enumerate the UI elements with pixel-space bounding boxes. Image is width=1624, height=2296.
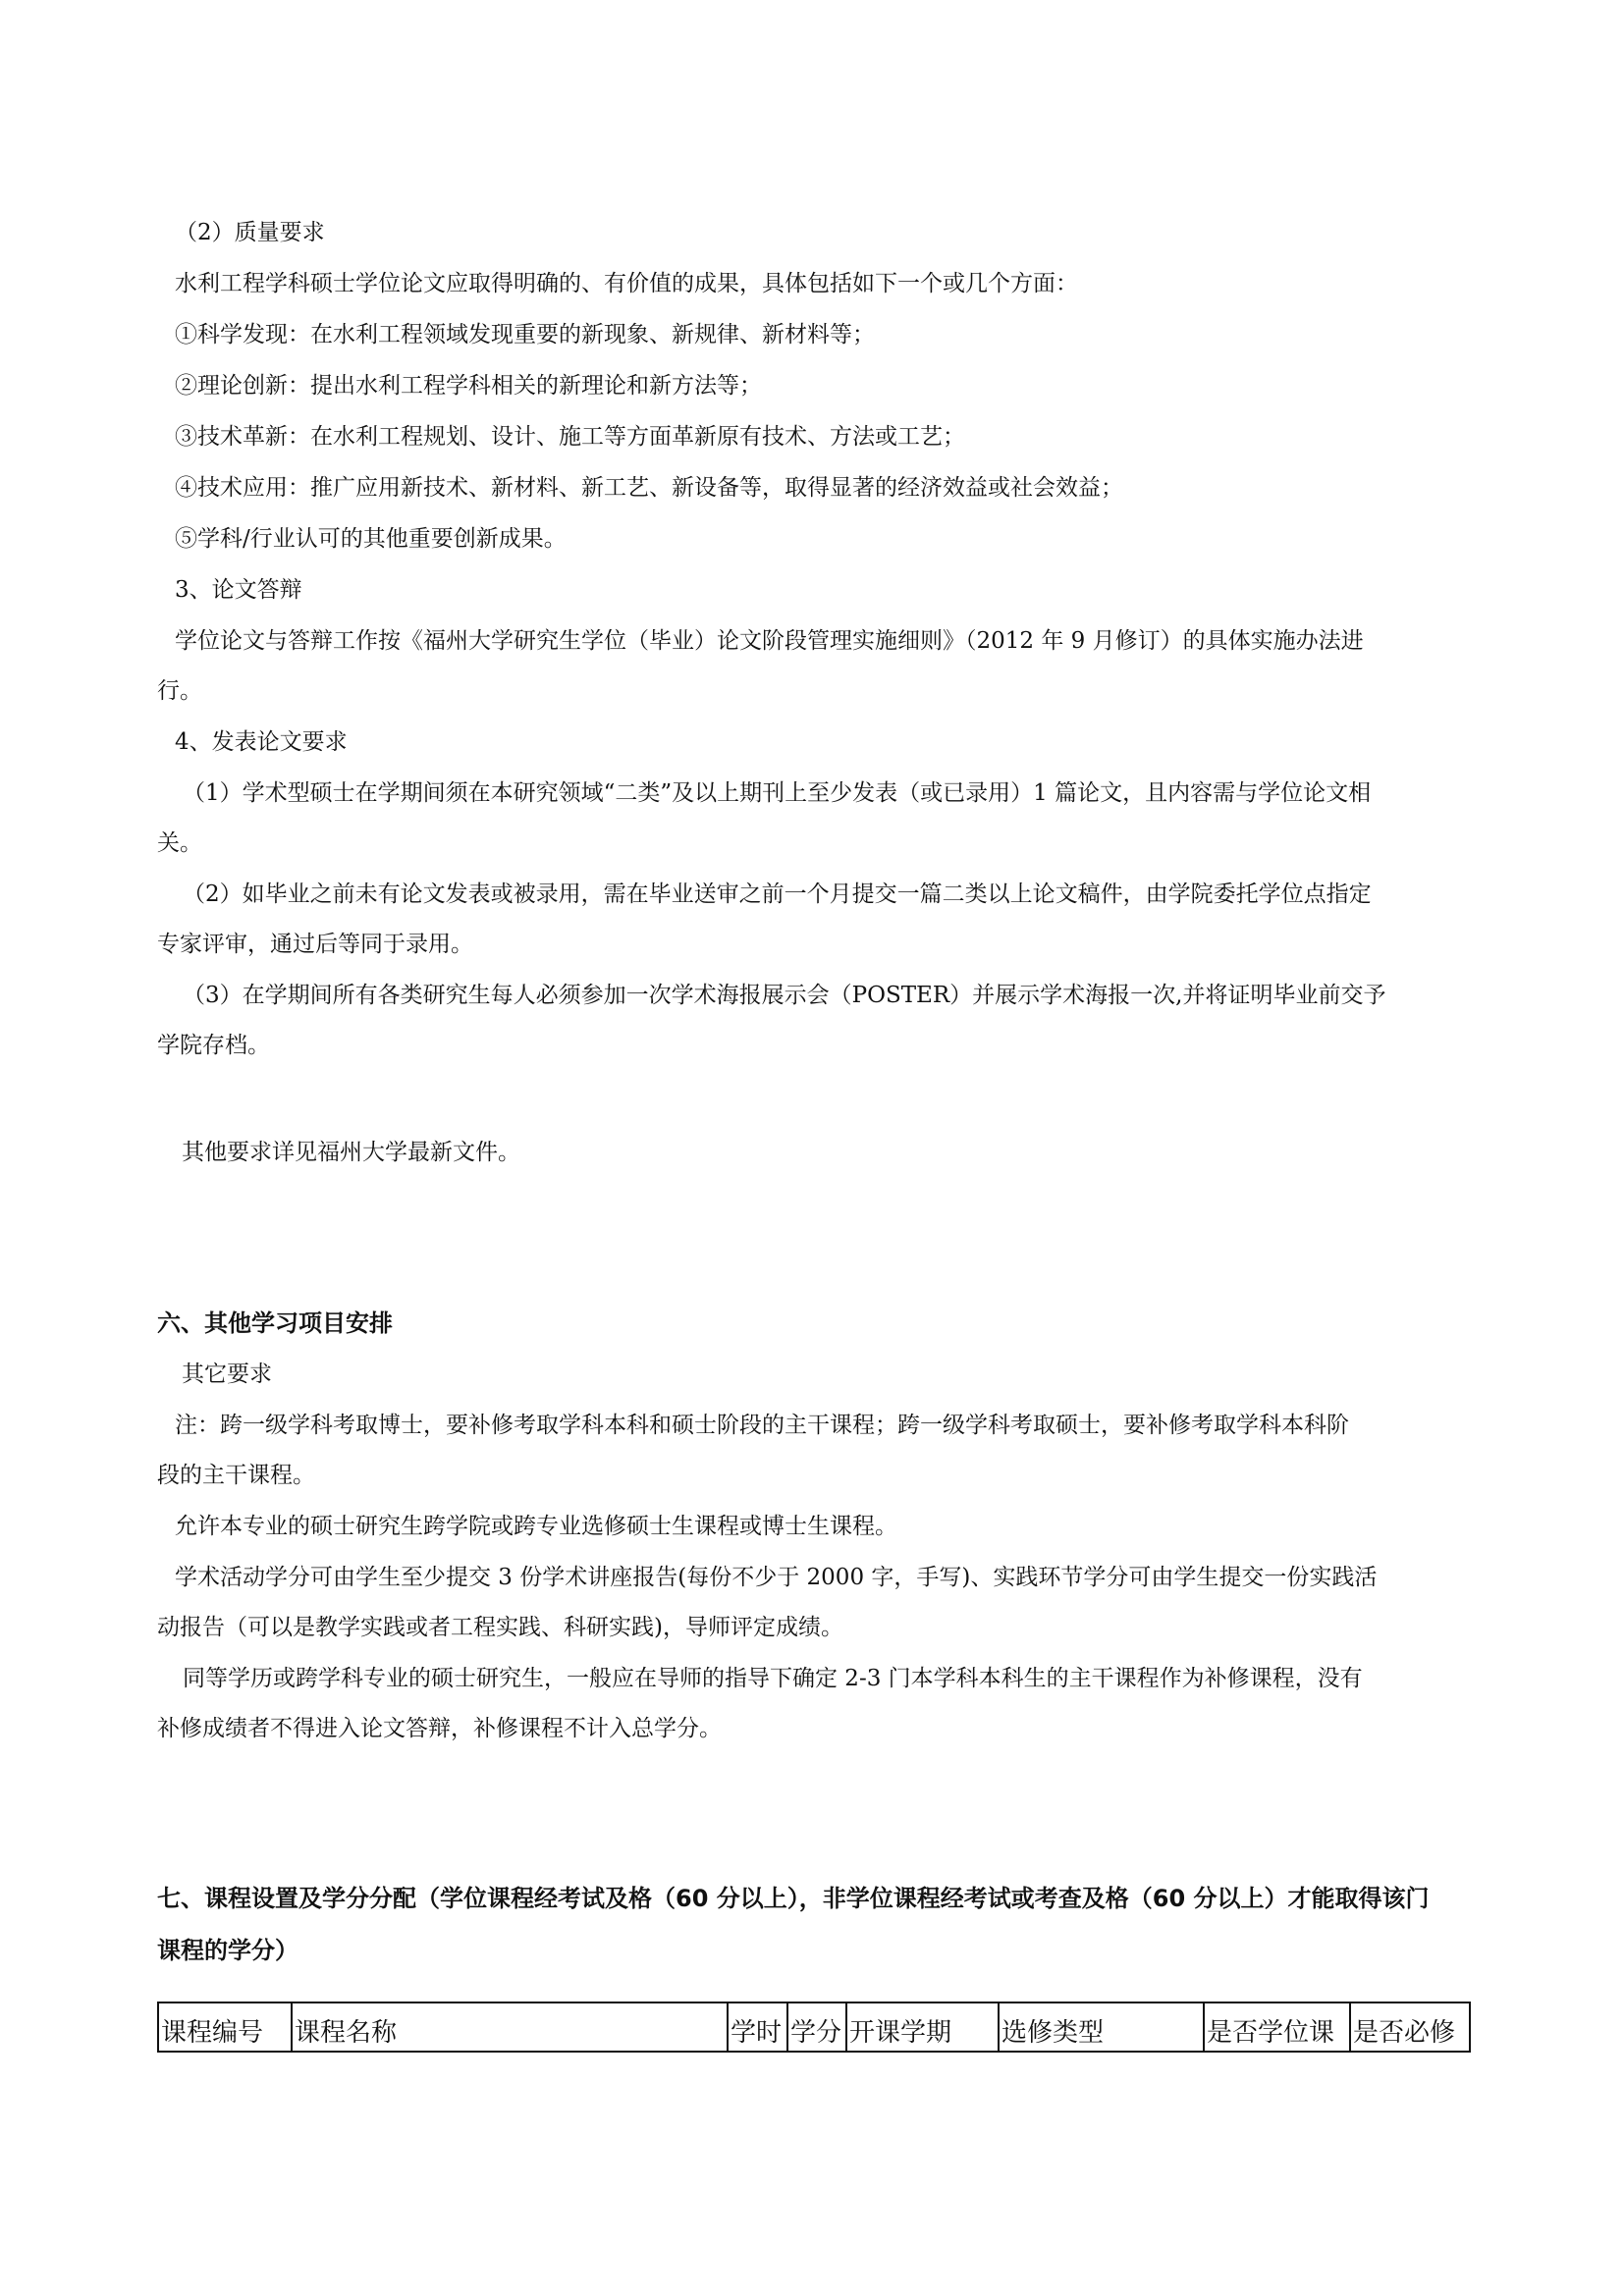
course-table-header-row	[158, 2002, 1470, 2052]
defense-heading: 3、论文答辩	[175, 577, 302, 603]
course-table	[157, 2002, 1471, 2053]
section7-heading-a: 七、课程设置及学分分配（学位课程经考试及格（60 分以上），非学位课程经考试或考查及格（60 分以上）才能取得该门	[157, 1885, 1430, 1912]
section6-note-a: 注：跨一级学科考取博士，要补修考取学科本科和硕士阶段的主干课程；跨一级学科考取硕士，要补修考取学科本科阶	[175, 1413, 1349, 1438]
other-requirements: 其他要求详见福州大学最新文件。	[182, 1140, 520, 1165]
defense-text-1: 学位论文与答辩工作按《福州大学研究生学位（毕业）论文阶段管理实施细则》（2012 年 9 月修订）的具体实施办法进	[175, 628, 1364, 654]
section6-equiv-b: 补修成绩者不得进入论文答辩，补修课程不计入总学分。	[157, 1716, 722, 1741]
publish-item-1b: 关。	[157, 830, 202, 856]
header-semester: 开课学期	[846, 2002, 999, 2052]
header-credits: 学分	[787, 2002, 846, 2052]
quality-item-2: ②理论创新：提出水利工程学科相关的新理论和新方法等；	[175, 373, 762, 399]
header-course-name: 课程名称	[292, 2002, 728, 2052]
quality-item-3: ③技术革新：在水利工程规划、设计、施工等方面革新原有技术、方法或工艺；	[175, 424, 965, 450]
section7-heading-b: 课程的学分）	[157, 1937, 298, 1964]
header-hours: 学时	[728, 2002, 787, 2052]
section6-subheading: 其它要求	[182, 1362, 272, 1387]
quality-item-1: ①科学发现：在水利工程领域发现重要的新现象、新规律、新材料等；	[175, 322, 875, 347]
publish-item-3a: （3）在学期间所有各类研究生每人必须参加一次学术海报展示会（POSTER）并展示学术海报一次,并将证明毕业前交予	[183, 983, 1386, 1008]
header-is-degree-course: 是否学位课	[1204, 2002, 1350, 2052]
section6-heading: 六、其他学习项目安排	[157, 1309, 393, 1337]
publish-item-3b: 学院存档。	[157, 1033, 270, 1058]
section6-activity-a: 学术活动学分可由学生至少提交 3 份学术讲座报告(每份不少于 2000 字，手写)、实践环节学分可由学生提交一份实践活	[175, 1565, 1378, 1590]
quality-heading: （2）质量要求	[175, 220, 325, 245]
section6-allow: 允许本专业的硕士研究生跨学院或跨专业选修硕士生课程或博士生课程。	[175, 1514, 897, 1539]
section6-activity-b: 动报告（可以是教学实践或者工程实践、科研实践)，导师评定成绩。	[157, 1615, 843, 1640]
defense-text-2: 行。	[157, 678, 202, 704]
section6-note-b: 段的主干课程。	[157, 1463, 315, 1488]
header-elective-type: 选修类型	[999, 2002, 1204, 2052]
quality-item-4: ④技术应用：推广应用新技术、新材料、新工艺、新设备等，取得显著的经济效益或社会效益；	[175, 475, 1123, 501]
publish-item-2a: （2）如毕业之前未有论文发表或被录用，需在毕业送审之前一个月提交一篇二类以上论文稿件，由学院委托学位点指定	[183, 881, 1372, 907]
publish-item-1a: （1）学术型硕士在学期间须在本研究领域“二类”及以上期刊上至少发表（或已录用）1 篇论文，且内容需与学位论文相	[183, 780, 1372, 806]
quality-item-5: ⑤学科/行业认可的其他重要创新成果。	[175, 526, 567, 552]
quality-intro: 水利工程学科硕士学位论文应取得明确的、有价值的成果，具体包括如下一个或几个方面：	[175, 271, 1078, 296]
section6-equiv-a: 同等学历或跨学科专业的硕士研究生，一般应在导师的指导下确定 2-3 门本学科本科生的主干课程作为补修课程，没有	[183, 1666, 1363, 1691]
header-course-code: 课程编号	[158, 2002, 292, 2052]
publish-item-2b: 专家评审，通过后等同于录用。	[157, 932, 473, 957]
publish-heading: 4、发表论文要求	[175, 729, 348, 755]
header-is-compulsory: 是否必修	[1350, 2002, 1470, 2052]
